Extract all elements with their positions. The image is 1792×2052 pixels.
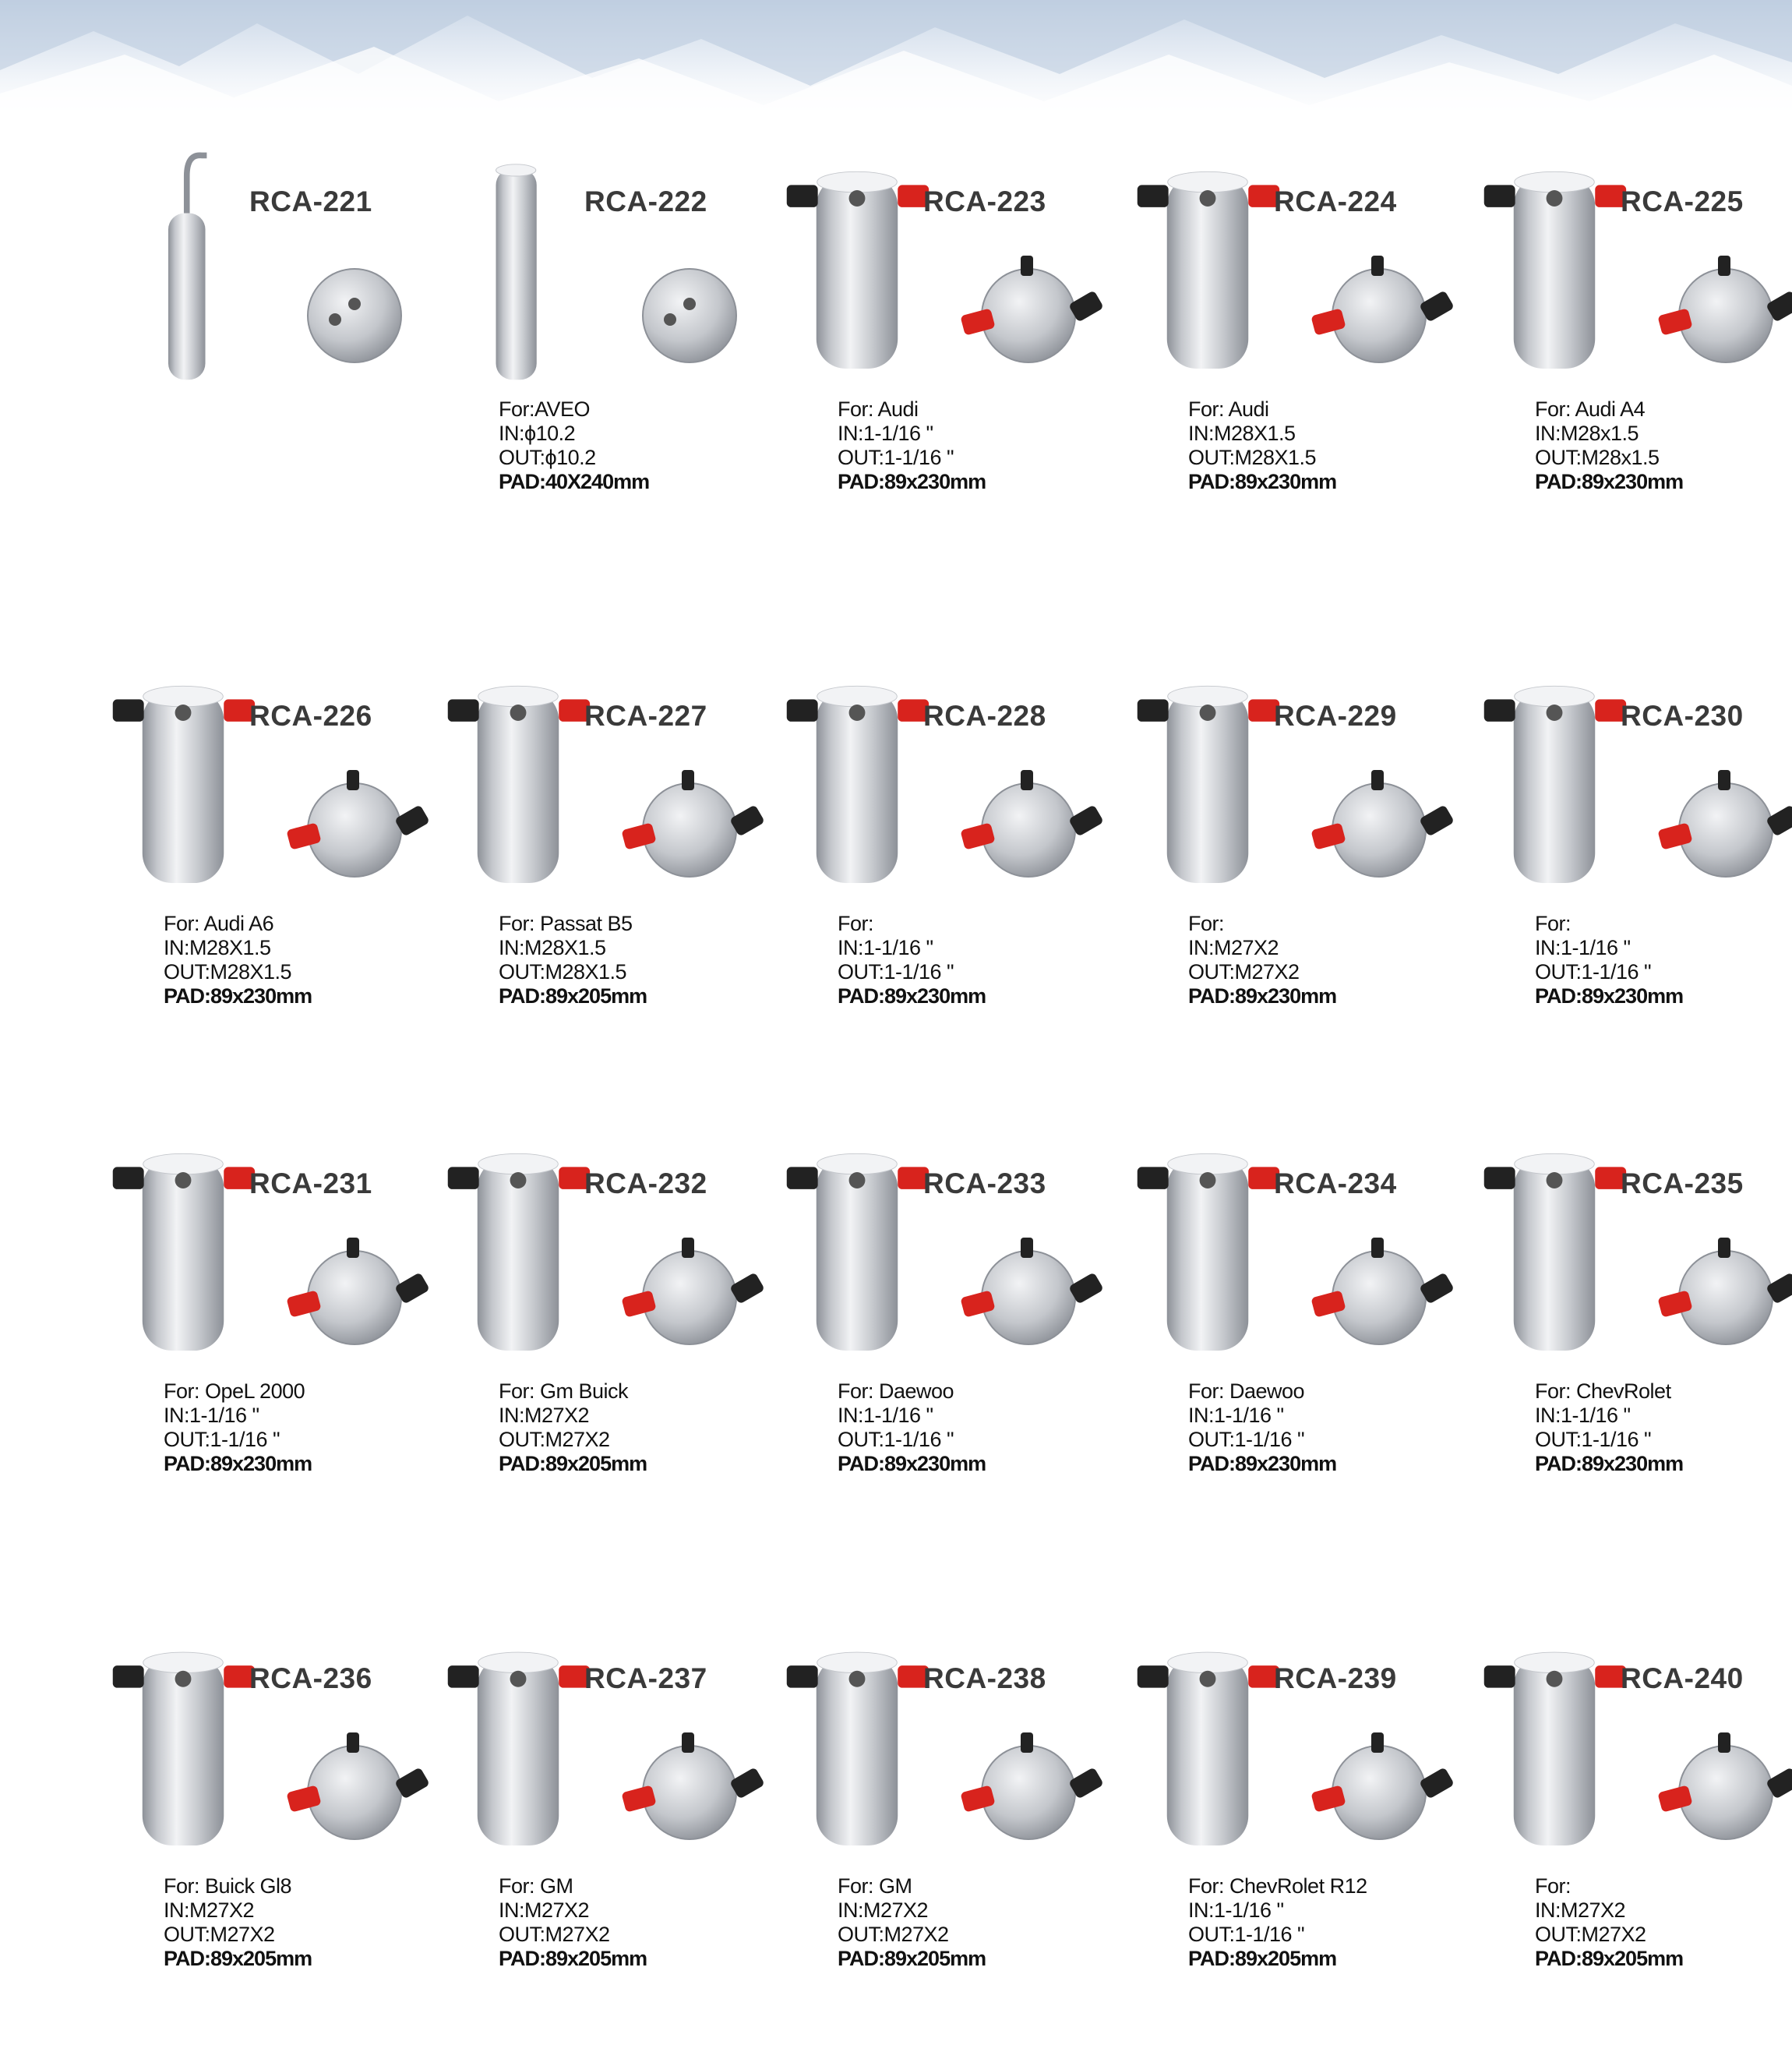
drier-top-view-image (1297, 1718, 1461, 1859)
product-specs (499, 397, 649, 494)
spec-pad: PAD:89x230mm (1188, 1452, 1337, 1475)
spec-vehicle: For: (838, 912, 874, 935)
spec-outlet: OUT:M27X2 (838, 1923, 949, 1946)
drier-body-image (1480, 655, 1628, 904)
product-code: RCA-221 (249, 185, 372, 217)
product-card (429, 1122, 771, 1512)
spec-pad: PAD:89x205mm (164, 1947, 312, 1970)
spec-inlet: IN:1-1/16 " (838, 1404, 933, 1427)
spec-inlet: IN:M28x1.5 (1535, 422, 1639, 445)
product-card (429, 140, 771, 530)
product-card (767, 1617, 1110, 2007)
spec-pad: PAD:89x230mm (838, 984, 986, 1008)
drier-body-image (783, 1617, 931, 1867)
product-card (1465, 140, 1792, 530)
product-code: RCA-239 (1274, 1662, 1397, 1694)
product-code: RCA-224 (1274, 185, 1397, 217)
spec-pad: PAD:89x205mm (1188, 1947, 1337, 1970)
drier-top-view-image (947, 242, 1110, 382)
spec-vehicle: For: Buick Gl8 (164, 1874, 292, 1898)
spec-pad: PAD:89x230mm (1188, 470, 1337, 493)
spec-inlet: IN:M27X2 (164, 1898, 255, 1922)
drier-top-view-image (1644, 242, 1792, 382)
spec-pad: PAD:89x230mm (1535, 1452, 1684, 1475)
drier-body-image (783, 140, 931, 390)
spec-outlet: OUT:1-1/16 " (838, 446, 954, 469)
product-specs (838, 397, 986, 494)
spec-vehicle: For: OpeL 2000 (164, 1379, 305, 1403)
spec-inlet: IN:1-1/16 " (1535, 936, 1631, 959)
product-specs (1188, 1379, 1336, 1476)
product-specs (838, 1874, 986, 1971)
spec-pad: PAD:89x205mm (499, 984, 647, 1008)
spec-vehicle: For: Audi A4 (1535, 397, 1646, 421)
drier-body-image (444, 655, 592, 904)
spec-outlet: OUT:1-1/16 " (1535, 1428, 1652, 1451)
product-code: RCA-238 (923, 1662, 1046, 1694)
drier-top-view-image (608, 1718, 771, 1859)
product-card (1465, 1122, 1792, 1512)
product-specs (499, 1379, 647, 1476)
drier-body-image (109, 655, 257, 904)
spec-vehicle: For: Audi (838, 397, 919, 421)
product-specs (1535, 397, 1683, 494)
spec-pad: PAD:89x230mm (1535, 470, 1684, 493)
spec-vehicle: For: Audi A6 (164, 912, 274, 935)
product-card (429, 655, 771, 1044)
spec-outlet: OUT:1-1/16 " (838, 960, 954, 984)
product-code: RCA-240 (1621, 1662, 1744, 1694)
product-code: RCA-228 (923, 700, 1046, 732)
spec-outlet: OUT:M27X2 (164, 1923, 275, 1946)
product-code: RCA-223 (923, 185, 1046, 217)
spec-inlet: IN:M28X1.5 (164, 936, 271, 959)
product-code: RCA-237 (584, 1662, 707, 1694)
spec-vehicle: For: (1535, 912, 1572, 935)
drier-top-view-image (608, 242, 771, 382)
spec-outlet: OUT:M28X1.5 (164, 960, 292, 984)
drier-body-image (1134, 1122, 1282, 1372)
product-specs (1535, 1379, 1683, 1476)
product-card (93, 1122, 436, 1512)
drier-body-image (444, 140, 592, 390)
spec-outlet: OUT:1-1/16 " (1188, 1923, 1305, 1946)
spec-inlet: IN:M27X2 (1535, 1898, 1626, 1922)
product-code: RCA-236 (249, 1662, 372, 1694)
drier-top-view-image (273, 1224, 436, 1364)
product-card (1465, 1617, 1792, 2007)
product-specs (1188, 912, 1336, 1008)
drier-body-image (444, 1122, 592, 1372)
drier-top-view-image (1644, 1718, 1792, 1859)
product-specs (1535, 912, 1683, 1008)
product-code: RCA-225 (1621, 185, 1744, 217)
drier-top-view-image (608, 756, 771, 896)
spec-outlet: OUT:M27X2 (1188, 960, 1300, 984)
product-card (429, 1617, 771, 2007)
spec-pad: PAD:40X240mm (499, 470, 650, 493)
drier-body-image (444, 1617, 592, 1867)
spec-pad: PAD:89x205mm (838, 1947, 986, 1970)
spec-outlet: OUT:M28x1.5 (1535, 446, 1660, 469)
spec-inlet: IN:1-1/16 " (1188, 1404, 1284, 1427)
product-card (1118, 655, 1461, 1044)
spec-vehicle: For: (1188, 912, 1225, 935)
spec-inlet: IN:1-1/16 " (1188, 1898, 1284, 1922)
product-specs (164, 912, 312, 1008)
spec-inlet: IN:1-1/16 " (1535, 1404, 1631, 1427)
product-specs (499, 912, 647, 1008)
spec-inlet: IN:1-1/16 " (164, 1404, 259, 1427)
spec-inlet: IN:1-1/16 " (838, 422, 933, 445)
product-code: RCA-227 (584, 700, 707, 732)
drier-top-view-image (947, 756, 1110, 896)
product-specs (1535, 1874, 1683, 1971)
drier-body-image (1480, 1617, 1628, 1867)
drier-top-view-image (1297, 1224, 1461, 1364)
product-specs (499, 1874, 647, 1971)
spec-outlet: OUT:1-1/16 " (164, 1428, 280, 1451)
product-code: RCA-233 (923, 1167, 1046, 1199)
spec-inlet: IN:M27X2 (838, 1898, 929, 1922)
spec-outlet: OUT:M27X2 (499, 1923, 610, 1946)
spec-vehicle: For: GM (499, 1874, 573, 1898)
spec-inlet: IN:ϕ10.2 (499, 422, 576, 445)
drier-top-view-image (1644, 756, 1792, 896)
product-specs (838, 912, 986, 1008)
drier-top-view-image (273, 1718, 436, 1859)
product-code: RCA-230 (1621, 700, 1744, 732)
drier-body-image (1134, 655, 1282, 904)
drier-body-image (109, 140, 257, 390)
drier-body-image (1480, 140, 1628, 390)
drier-body-image (109, 1122, 257, 1372)
drier-top-view-image (1297, 242, 1461, 382)
spec-pad: PAD:89x230mm (1188, 984, 1337, 1008)
product-code: RCA-232 (584, 1167, 707, 1199)
product-specs (1188, 397, 1336, 494)
spec-inlet: IN:M27X2 (499, 1898, 590, 1922)
drier-top-view-image (273, 756, 436, 896)
product-code: RCA-235 (1621, 1167, 1744, 1199)
drier-body-image (1134, 140, 1282, 390)
drier-body-image (783, 1122, 931, 1372)
spec-vehicle: For: Passat B5 (499, 912, 633, 935)
spec-vehicle: For: Daewoo (838, 1379, 954, 1403)
spec-pad: PAD:89x205mm (499, 1947, 647, 1970)
spec-vehicle: For: Daewoo (1188, 1379, 1305, 1403)
product-code: RCA-226 (249, 700, 372, 732)
spec-outlet: OUT:M28X1.5 (499, 960, 627, 984)
spec-outlet: OUT:1-1/16 " (1535, 960, 1652, 984)
drier-body-image (1134, 1617, 1282, 1867)
drier-top-view-image (947, 1224, 1110, 1364)
drier-top-view-image (1644, 1224, 1792, 1364)
spec-pad: PAD:89x230mm (164, 1452, 312, 1475)
product-card (767, 655, 1110, 1044)
spec-pad: PAD:89x230mm (838, 1452, 986, 1475)
spec-inlet: IN:M27X2 (499, 1404, 590, 1427)
spec-outlet: OUT:1-1/16 " (1188, 1428, 1305, 1451)
product-card (1118, 1122, 1461, 1512)
drier-top-view-image (1297, 756, 1461, 896)
spec-inlet: IN:M28X1.5 (1188, 422, 1296, 445)
drier-top-view-image (608, 1224, 771, 1364)
spec-outlet: OUT:1-1/16 " (838, 1428, 954, 1451)
spec-pad: PAD:89x205mm (499, 1452, 647, 1475)
drier-top-view-image (273, 242, 436, 382)
spec-pad: PAD:89x230mm (1535, 984, 1684, 1008)
product-card (1465, 655, 1792, 1044)
spec-pad: PAD:89x230mm (838, 470, 986, 493)
drier-body-image (783, 655, 931, 904)
product-card (1118, 140, 1461, 530)
product-code: RCA-231 (249, 1167, 372, 1199)
spec-vehicle: For: ChevRolet (1535, 1379, 1671, 1403)
spec-outlet: OUT:M27X2 (499, 1428, 610, 1451)
spec-inlet: IN:1-1/16 " (838, 936, 933, 959)
drier-top-view-image (947, 1718, 1110, 1859)
product-specs (164, 1379, 312, 1476)
spec-vehicle: For:AVEO (499, 397, 591, 421)
spec-vehicle: For: Audi (1188, 397, 1269, 421)
spec-pad: PAD:89x230mm (164, 984, 312, 1008)
product-card (93, 655, 436, 1044)
spec-inlet: IN:M28X1.5 (499, 936, 606, 959)
spec-outlet: OUT:ϕ10.2 (499, 446, 596, 469)
spec-vehicle: For: GM (838, 1874, 912, 1898)
spec-vehicle: For: Gm Buick (499, 1379, 629, 1403)
product-specs (164, 1874, 312, 1971)
product-code: RCA-222 (584, 185, 707, 217)
spec-pad: PAD:89x205mm (1535, 1947, 1684, 1970)
product-code: RCA-234 (1274, 1167, 1397, 1199)
product-card (1118, 1617, 1461, 2007)
product-code: RCA-229 (1274, 700, 1397, 732)
spec-vehicle: For: (1535, 1874, 1572, 1898)
drier-body-image (109, 1617, 257, 1867)
spec-outlet: OUT:M27X2 (1535, 1923, 1646, 1946)
product-card (767, 1122, 1110, 1512)
product-card (767, 140, 1110, 530)
product-card (93, 1617, 436, 2007)
spec-inlet: IN:M27X2 (1188, 936, 1279, 959)
product-specs (1188, 1874, 1367, 1971)
product-card (93, 140, 436, 530)
drier-body-image (1480, 1122, 1628, 1372)
product-specs (838, 1379, 986, 1476)
spec-outlet: OUT:M28X1.5 (1188, 446, 1317, 469)
spec-vehicle: For: ChevRolet R12 (1188, 1874, 1367, 1898)
